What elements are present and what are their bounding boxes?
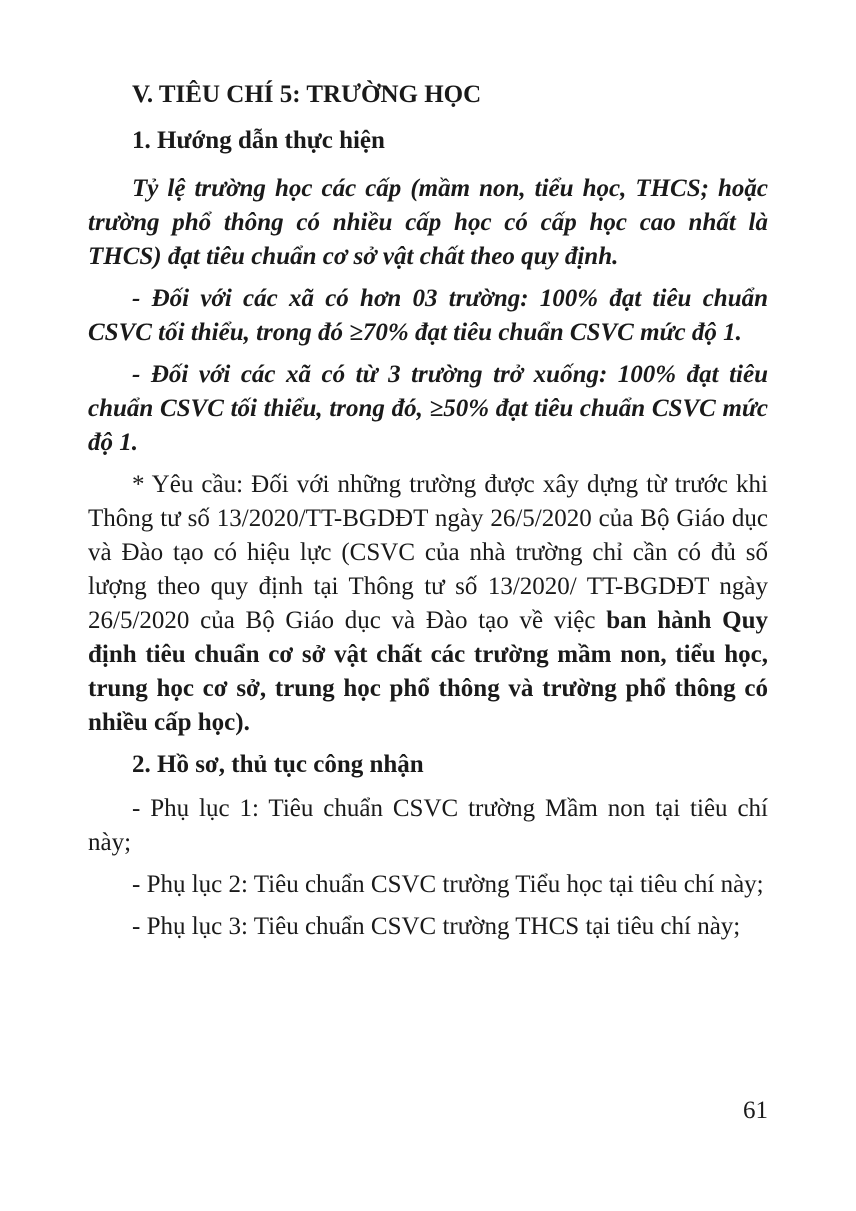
requirement-paragraph bbox=[88, 468, 768, 740]
appendix-item: - Phụ lục 3: Tiêu chuẩn CSVC trường THCS tại tiêu chí này; bbox=[132, 913, 741, 940]
rule-3-or-fewer-schools: - Đối với các xã có từ 3 trường trở xuống: 100% đạt tiêu chuẩn CSVC tối thiểu, trong đó, ≥50% đạt tiêu chuẩn CSVC mức độ 1. bbox=[88, 361, 768, 456]
subsection-guidance-title: 1. Hướng dẫn thực hiện bbox=[132, 127, 385, 154]
rule-more-than-3-schools: - Đối với các xã có hơn 03 trường: 100% đạt tiêu chuẩn CSVC tối thiểu, trong đó ≥70% đạt tiêu chuẩn CSVC mức độ 1. bbox=[88, 285, 768, 346]
document-page bbox=[88, 78, 768, 952]
criterion-text: Tỷ lệ trường học các cấp (mầm non, tiểu học, THCS; hoặc trường phổ thông có nhiều cấp học có cấp học cao nhất là THCS) đạt tiêu chuẩn cơ sở vật chất theo quy định. bbox=[88, 175, 768, 270]
page-number: 61 bbox=[743, 1097, 768, 1124]
appendix-item: - Phụ lục 1: Tiêu chuẩn CSVC trường Mầm non tại tiêu chí này; bbox=[88, 795, 768, 856]
subsection-records-title: 2. Hồ sơ, thủ tục công nhận bbox=[132, 751, 424, 778]
requirement-bold-text: ban hành Quy định tiêu chuẩn cơ sở vật chất các trường mầm non, tiểu học, trung học cơ sở, trung học phổ thông và trường phổ thông có nhiều cấp học). bbox=[88, 607, 768, 736]
section-title: V. TIÊU CHÍ 5: TRƯỜNG HỌC bbox=[132, 81, 482, 108]
appendix-item: - Phụ lục 2: Tiêu chuẩn CSVC trường Tiểu học tại tiêu chí này; bbox=[132, 871, 764, 898]
requirement-text: * Yêu cầu: Đối với những trường được xây dựng từ trước khi Thông tư số 13/2020/TT-BGDĐT ngày 26/5/2020 của Bộ Giáo dục và Đào tạo có hiệu lực (CSVC của nhà trường chỉ cần có đủ số lượng theo quy định tại Thông tư số 13/2020/ TT-BGDĐT ngày 26/5/2020 của Bộ Giáo dục và Đào tạo về việc bbox=[88, 471, 768, 634]
